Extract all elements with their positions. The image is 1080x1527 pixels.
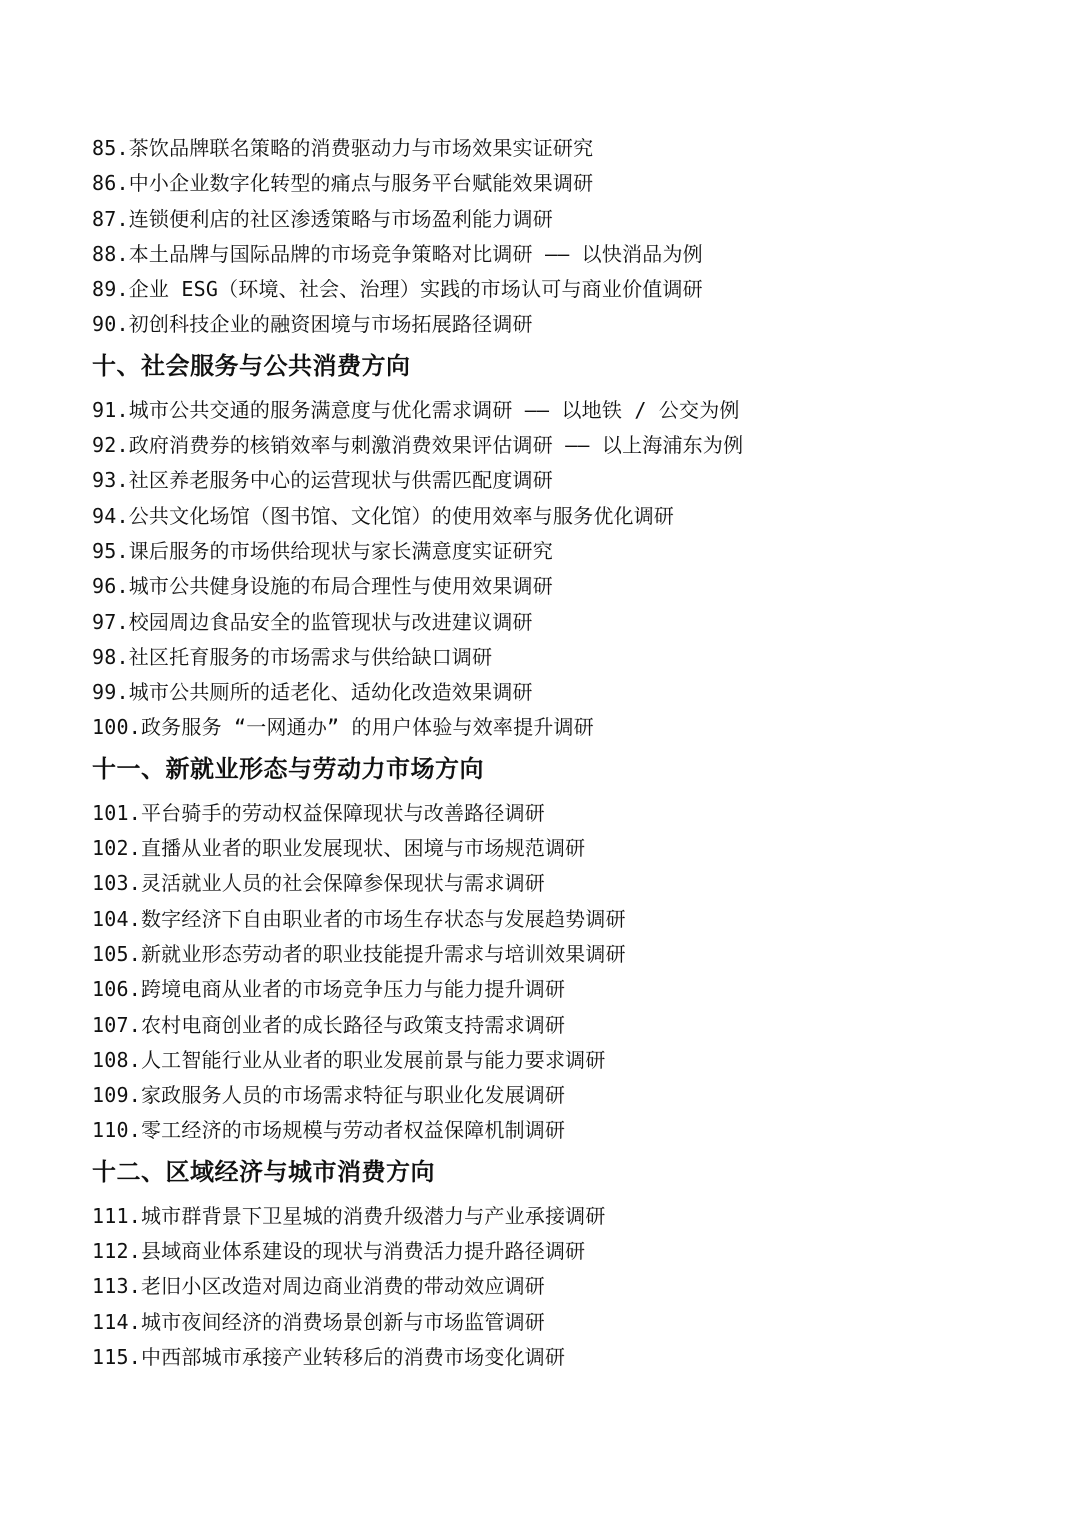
list-item: 109.家政服务人员的市场需求特征与职业化发展调研 [92, 1083, 566, 1108]
list-item: 103.灵活就业人员的社会保障参保现状与需求调研 [92, 871, 545, 896]
list-item: 101.平台骑手的劳动权益保障现状与改善路径调研 [92, 800, 545, 825]
list-item: 90.初创科技企业的融资困境与市场拓展路径调研 [92, 312, 533, 337]
list-item: 88.本土品牌与国际品牌的市场竞争策略对比调研 —— 以快消品为例 [92, 241, 703, 266]
list-item: 104.数字经济下自由职业者的市场生存状态与发展趋势调研 [92, 906, 626, 931]
list-item: 112.县域商业体系建设的现状与消费活力提升路径调研 [92, 1239, 586, 1264]
list-item: 98.社区托育服务的市场需求与供给缺口调研 [92, 644, 493, 669]
list-item: 86.中小企业数字化转型的痛点与服务平台赋能效果调研 [92, 171, 594, 196]
topic-list-section-2 [92, 796, 1052, 1149]
list-item: 93.社区养老服务中心的运营现状与供需匹配度调研 [92, 468, 553, 493]
list-item: 87.连锁便利店的社区渗透策略与市场盈利能力调研 [92, 206, 553, 231]
list-item: 100.政务服务 “一网通办” 的用户体验与效率提升调研 [92, 715, 594, 740]
section-heading: 十、社会服务与公共消费方向 [92, 351, 411, 380]
list-item: 110.零工经济的市场规模与劳动者权益保障机制调研 [92, 1118, 566, 1143]
list-item: 85.茶饮品牌联名策略的消费驱动力与市场效果实证研究 [92, 136, 594, 160]
topic-list-section-1 [92, 393, 1052, 746]
topic-list-section-0 [92, 131, 1052, 343]
document-page [92, 131, 1052, 1375]
list-item: 111.城市群背景下卫星城的消费升级潜力与产业承接调研 [92, 1203, 606, 1228]
section-heading: 十二、区域经济与城市消费方向 [92, 1157, 435, 1186]
topic-list-section-3 [92, 1199, 1052, 1375]
list-item: 96.城市公共健身设施的布局合理性与使用效果调研 [92, 574, 553, 599]
list-item: 113.老旧小区改造对周边商业消费的带动效应调研 [92, 1274, 545, 1299]
list-item: 106.跨境电商从业者的市场竞争压力与能力提升调研 [92, 977, 566, 1002]
list-item: 108.人工智能行业从业者的职业发展前景与能力要求调研 [92, 1047, 606, 1072]
list-item: 107.农村电商创业者的成长路径与政策支持需求调研 [92, 1012, 566, 1037]
list-item: 114.城市夜间经济的消费场景创新与市场监管调研 [92, 1309, 545, 1334]
list-item: 95.课后服务的市场供给现状与家长满意度实证研究 [92, 538, 553, 563]
list-item: 97.校园周边食品安全的监管现状与改进建议调研 [92, 609, 533, 634]
list-item: 91.城市公共交通的服务满意度与优化需求调研 —— 以地铁 / 公交为例 [92, 397, 740, 422]
list-item: 99.城市公共厕所的适老化、适幼化改造效果调研 [92, 680, 533, 705]
section-heading: 十一、新就业形态与劳动力市场方向 [92, 754, 484, 783]
list-item: 92.政府消费券的核销效率与刺激消费效果评估调研 —— 以上海浦东为例 [92, 433, 744, 458]
list-item: 102.直播从业者的职业发展现状、困境与市场规范调研 [92, 836, 586, 861]
list-item: 105.新就业形态劳动者的职业技能提升需求与培训效果调研 [92, 941, 626, 966]
list-item: 89.企业 ESG（环境、社会、治理）实践的市场认可与商业价值调研 [92, 277, 703, 302]
list-item: 115.中西部城市承接产业转移后的消费市场变化调研 [92, 1344, 566, 1369]
list-item: 94.公共文化场馆（图书馆、文化馆）的使用效率与服务优化调研 [92, 503, 675, 528]
